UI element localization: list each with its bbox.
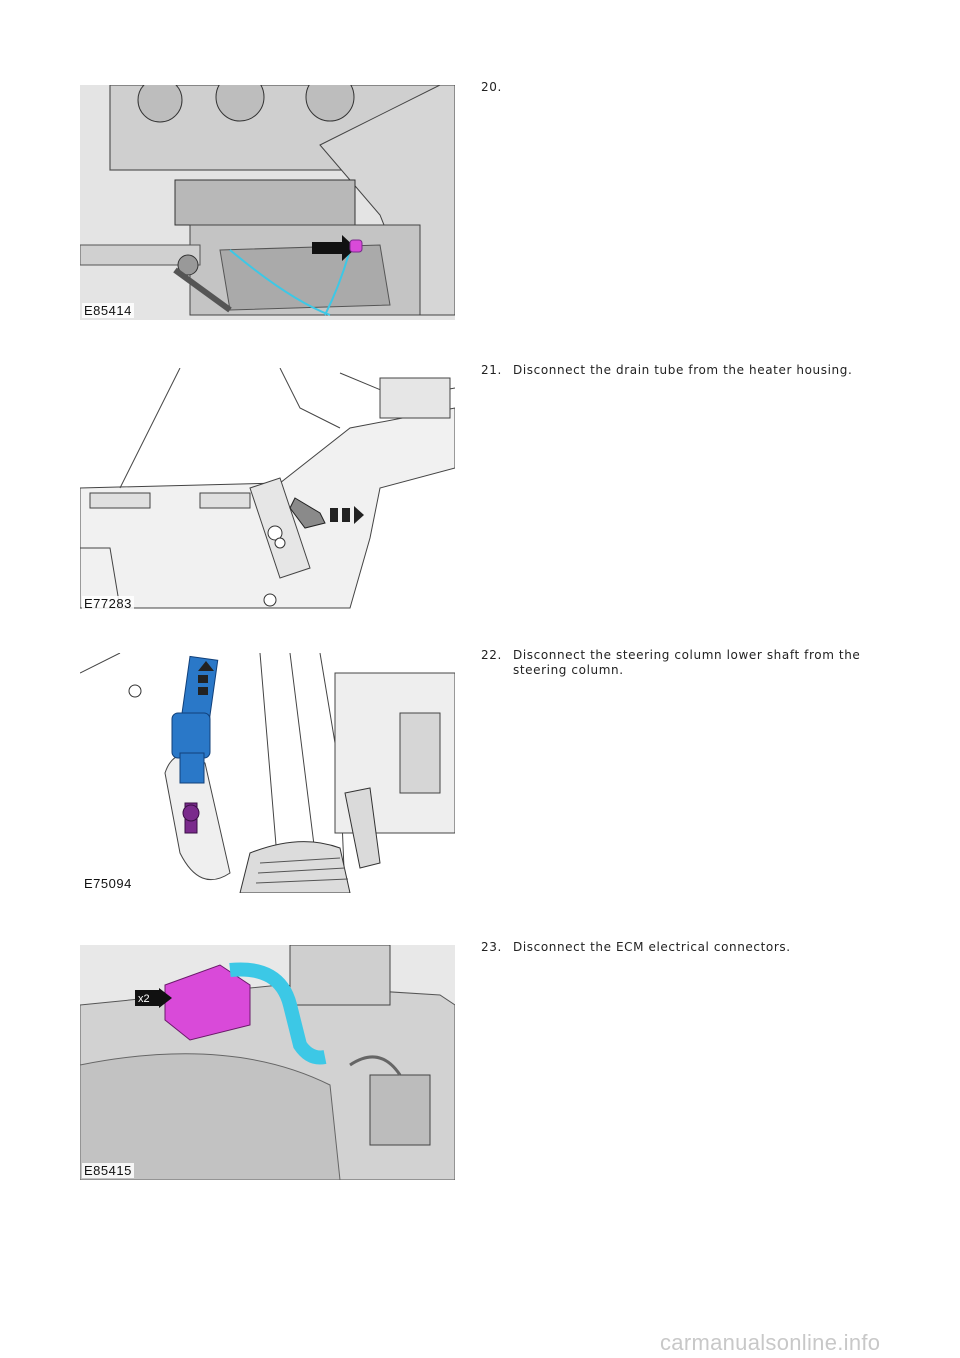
figure-code: E85414 [84,303,132,318]
figure-step-22 [80,653,455,893]
step-text: Disconnect the drain tube from the heater housing. [513,363,853,377]
callout-x2: x2 [138,993,150,1005]
step-number: 22. [481,648,502,662]
illustration-steering-column [80,653,455,893]
figure-code: E75094 [84,876,132,891]
illustration-ecm-connectors [80,945,455,1180]
illustration-heater-housing [80,368,455,613]
figure-code: E85415 [84,1163,132,1178]
figure-step-20 [80,85,455,320]
figure-step-21 [80,368,455,613]
step-text: Disconnect the ECM electrical connectors. [513,940,791,954]
step-text: Disconnect the steering column lower shaft from the steering column. [513,648,861,677]
step-number: 20. [481,80,502,94]
step-number: 21. [481,363,502,377]
illustration-dashboard-lower [80,85,455,320]
step-number: 23. [481,940,502,954]
footer-watermark: carmanualsonline.info [660,1330,881,1355]
figure-code: E77283 [84,596,132,611]
figure-step-23 [80,945,455,1180]
